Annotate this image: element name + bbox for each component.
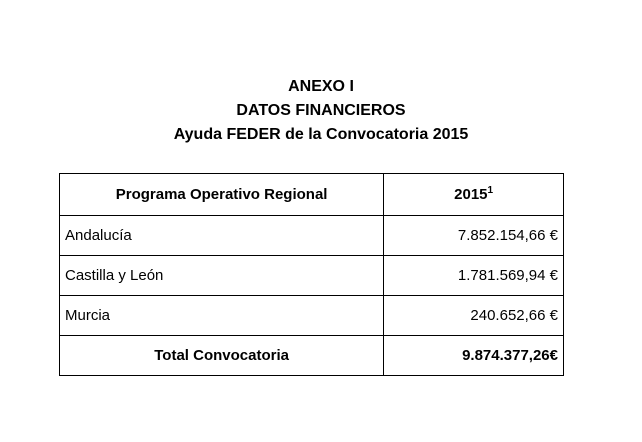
total-label-cell: Total Convocatoria (60, 336, 384, 376)
footnote-marker: 1 (487, 185, 494, 196)
annex-title: ANEXO I (288, 78, 354, 95)
table-header-row (60, 174, 564, 216)
year-label: 2015 (454, 186, 488, 203)
table-row (60, 216, 564, 256)
column-header-year (384, 174, 564, 216)
column-header-program: Programa Operativo Regional (60, 174, 384, 216)
section-title: DATOS FINANCIEROS (236, 102, 406, 119)
amount-cell: 240.652,66 € (384, 296, 564, 336)
table-row (60, 296, 564, 336)
table-total-row (60, 336, 564, 376)
total-amount-cell: 9.874.377,26€ (384, 336, 564, 376)
program-cell: Castilla y León (60, 256, 384, 296)
amount-cell: 7.852.154,66 € (384, 216, 564, 256)
program-cell: Murcia (60, 296, 384, 336)
document-subtitle: Ayuda FEDER de la Convocatoria 2015 (173, 126, 469, 143)
program-cell: Andalucía (60, 216, 384, 256)
financial-data-table (59, 173, 564, 376)
table-row (60, 256, 564, 296)
amount-cell: 1.781.569,94 € (384, 256, 564, 296)
